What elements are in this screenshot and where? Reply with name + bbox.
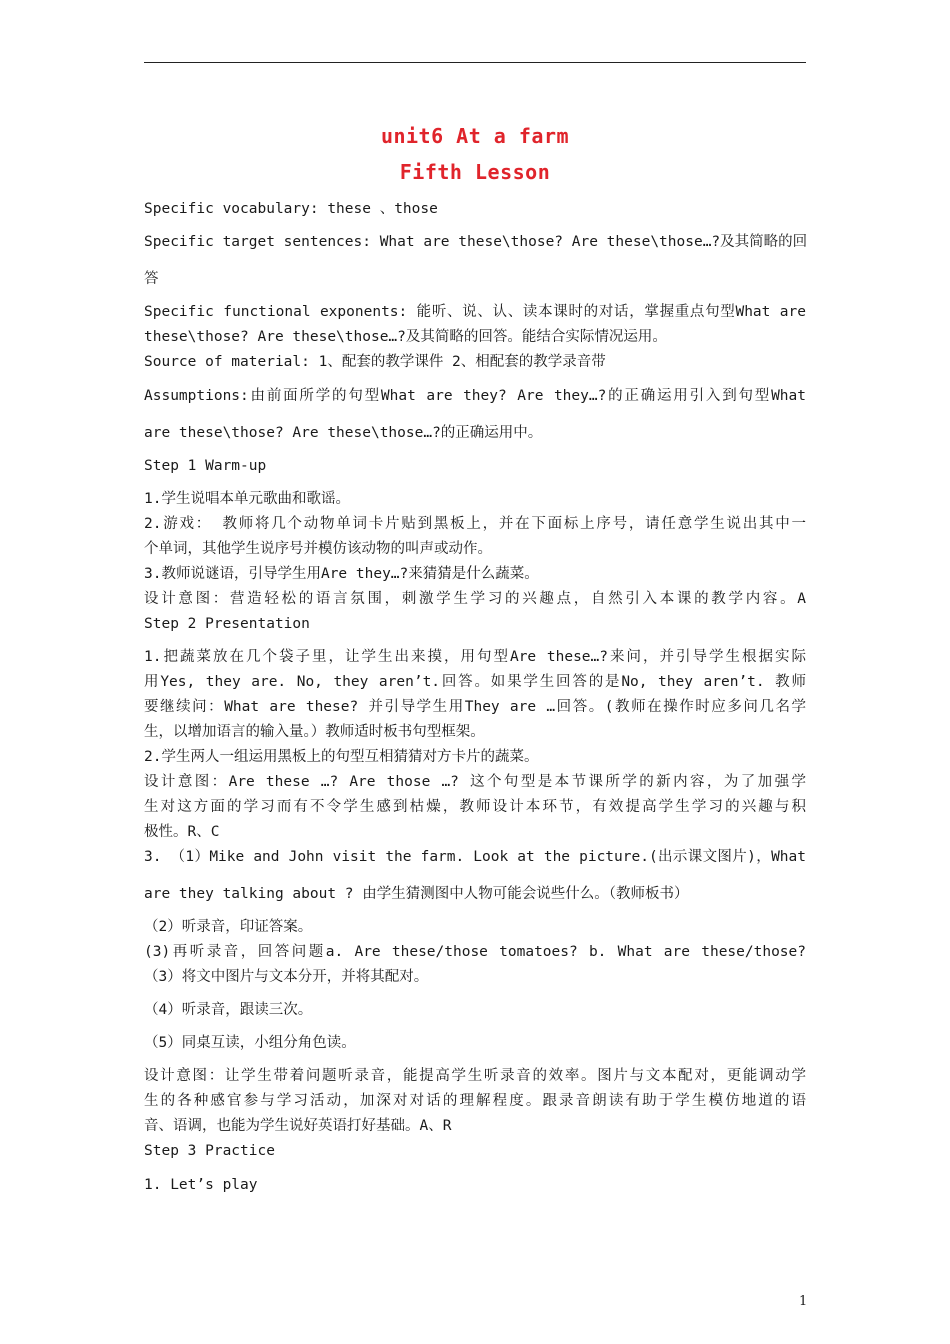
text-line: （3）将文中图片与文本分开，并将其配对。 <box>144 969 429 985</box>
text-line: Assumptions:由前面所学的句型What are they? Are they…?的正确运用引入到句型What <box>144 388 806 404</box>
text-line: are they talking about ? 由学生猜测图中人物可能会说些什么。（教师板书） <box>144 886 689 902</box>
text-line: 个单词，其他学生说序号并模仿该动物的叫声或动作。 <box>144 541 492 557</box>
text-line: 3.教师说谜语，引导学生用Are they…?来猜猜是什么蔬菜。 <box>144 566 539 582</box>
text-line: 生的各种感官参与学习活动，加深对对话的理解程度。跟录音朗读有助于学生模仿地道的语 <box>144 1093 806 1109</box>
text-line: 生对这方面的学习而有不令学生感到枯燥，教师设计本环节，有效提高学生学习的兴趣与积 <box>144 799 806 815</box>
text-line: 1.把蔬菜放在几个袋子里，让学生出来摸，用句型Are these…?来问，并引导学生根据实际 <box>144 649 806 665</box>
text-line: 2.游戏： 教师将几个动物单词卡片贴到黑板上，并在下面标上序号，请任意学生说出其中一 <box>144 516 806 532</box>
text-line: 设计意图：Are these …? Are those …? 这个句型是本节课所学的新内容，为了加强学 <box>144 774 806 790</box>
text-line: 设计意图：营造轻松的语言氛围，刺激学生学习的兴趣点，自然引入本课的教学内容。A <box>144 591 806 607</box>
step-heading: Step 1 Warm-up <box>144 458 267 474</box>
text-line: 设计意图：让学生带着问题听录音，能提高学生听录音的效率。图片与文本配对，更能调动学 <box>144 1068 806 1084</box>
text-line: 2.学生两人一组运用黑板上的句型互相猜猜对方卡片的蔬菜。 <box>144 749 539 765</box>
text-line: Specific vocabulary: these 、those <box>144 201 438 217</box>
header-rule <box>144 62 806 63</box>
document-title: unit6 At a farm <box>380 124 570 148</box>
text-line: (3)再听录音，回答问题a. Are these/those tomatoes? b. What are these/those? <box>144 944 806 960</box>
step-heading: Step 3 Practice <box>144 1143 275 1159</box>
text-line: Source of material: 1、配套的教学课件 2、相配套的教学录音带 <box>144 354 606 370</box>
text-line: Specific functional exponents: 能听、说、认、读本课时的对话，掌握重点句型What are <box>144 304 806 320</box>
text-line: 1.学生说唱本单元歌曲和歌谣。 <box>144 491 350 507</box>
text-line: （2）听录音，印证答案。 <box>144 919 313 935</box>
text-line: 用Yes, they are. No, they aren’t.回答。如果学生回答的是No, they aren’t. 教师 <box>144 674 806 690</box>
page-number: 1 <box>799 1294 808 1309</box>
text-line: 3. （1）Mike and John visit the farm. Look at the picture.(出示课文图片)，What <box>144 849 806 865</box>
step-heading: Step 2 Presentation <box>144 616 310 632</box>
text-line: Specific target sentences: What are these\those? Are these\those…?及其简略的回 <box>144 234 808 250</box>
text-line: 1. Let’s play <box>144 1177 258 1193</box>
text-line: 音、语调，也能为学生说好英语打好基础。A、R <box>144 1118 452 1134</box>
text-line: （5）同桌互读，小组分角色读。 <box>144 1035 356 1051</box>
text-line: are these\those? Are these\those…?的正确运用中。 <box>144 425 543 441</box>
text-line: 极性。R、C <box>144 824 220 840</box>
text-line: 要继续问：What are these? 并引导学生用They are …回答。(教师在操作时应多问几名学 <box>144 699 806 715</box>
text-line: these\those? Are these\those…?及其简略的回答。能结合实际情况运用。 <box>144 329 667 345</box>
text-line: （4）听录音，跟读三次。 <box>144 1002 313 1018</box>
text-line: 答 <box>144 271 159 287</box>
document-subtitle: Fifth Lesson <box>399 160 551 184</box>
text-line: 生，以增加语言的输入量。）教师适时板书句型框架。 <box>144 724 485 740</box>
